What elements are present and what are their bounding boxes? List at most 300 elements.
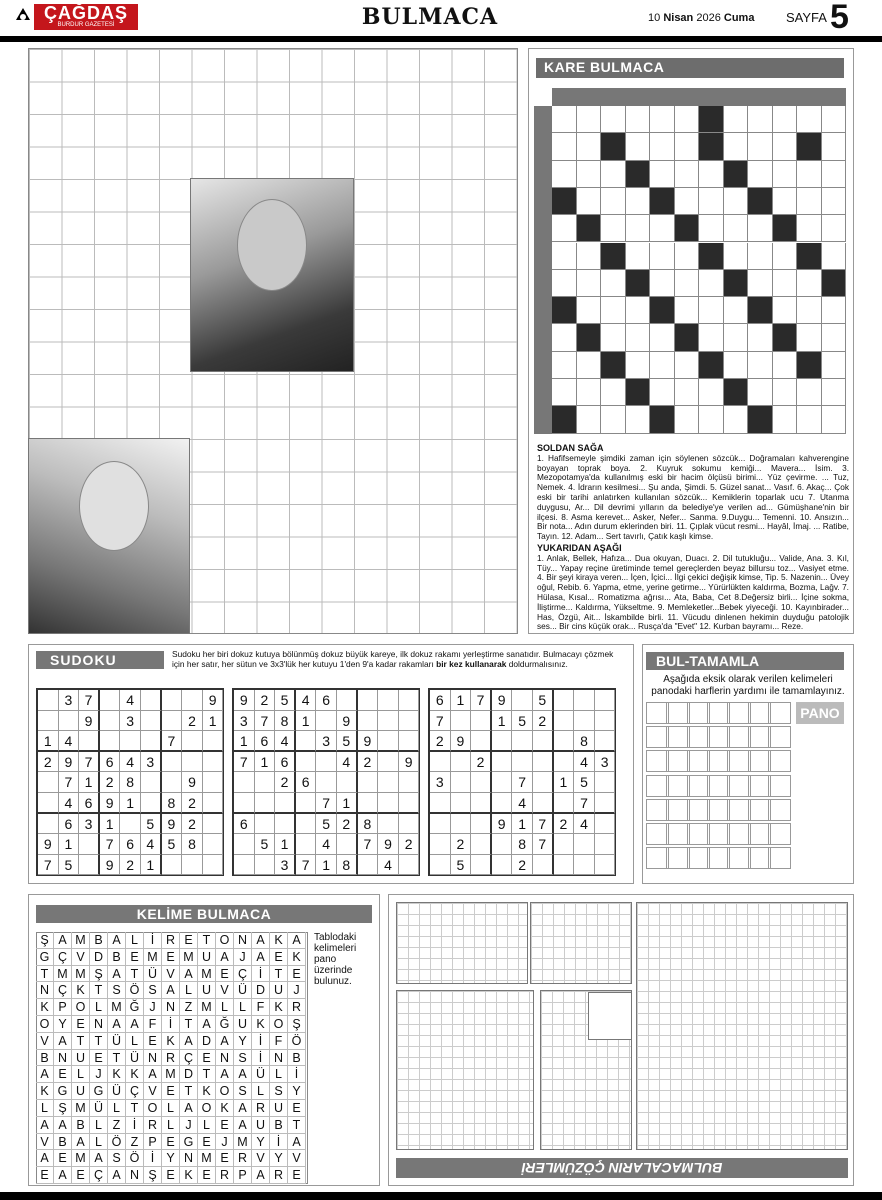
sudoku-cell: 1 bbox=[492, 711, 513, 732]
word-search-cell: Ö bbox=[108, 1134, 126, 1151]
kare-cell bbox=[626, 133, 651, 160]
sudoku-cell: 1 bbox=[512, 814, 533, 835]
word-search-cell: R bbox=[216, 1167, 234, 1184]
sudoku-cell bbox=[471, 772, 492, 793]
sudoku-cell bbox=[234, 834, 255, 855]
solution-crossword bbox=[636, 902, 848, 1150]
date-day: 10 bbox=[648, 12, 661, 24]
sudoku-cell bbox=[358, 711, 379, 732]
sudoku-cell bbox=[595, 772, 616, 793]
sudoku-cell bbox=[316, 711, 337, 732]
sudoku-cell: 8 bbox=[275, 711, 296, 732]
sudoku-cell bbox=[38, 711, 59, 732]
word-search-cell: A bbox=[216, 949, 234, 966]
word-search-cell: Ş bbox=[144, 1167, 162, 1184]
kare-black-cell bbox=[724, 379, 749, 406]
sudoku-grid bbox=[36, 688, 224, 876]
bul-tamamla-row bbox=[646, 726, 790, 750]
page-title: BULMACA bbox=[361, 4, 499, 30]
kare-black-cell bbox=[724, 270, 749, 297]
word-search-cell: E bbox=[162, 1167, 180, 1184]
sudoku-cell: 2 bbox=[255, 690, 276, 711]
sudoku-cell bbox=[492, 793, 513, 814]
sudoku-cell: 9 bbox=[492, 690, 513, 711]
sudoku-cell: 7 bbox=[162, 731, 183, 752]
sudoku-cell bbox=[595, 814, 616, 835]
sudoku-cell: 7 bbox=[59, 772, 80, 793]
sudoku-cell bbox=[234, 855, 255, 876]
sudoku-cell bbox=[100, 711, 121, 732]
word-search-cell: A bbox=[216, 1033, 234, 1050]
word-search-cell: V bbox=[36, 1134, 54, 1151]
word-search-cell: K bbox=[126, 1066, 144, 1083]
sudoku-cell: 3 bbox=[59, 690, 80, 711]
word-search-cell: B bbox=[72, 1117, 90, 1134]
word-search-cell: A bbox=[216, 1066, 234, 1083]
sudoku-cell bbox=[595, 834, 616, 855]
word-search-cell: M bbox=[198, 999, 216, 1016]
kare-cell bbox=[675, 352, 700, 379]
word-search-cell: E bbox=[90, 1050, 108, 1067]
word-search-cell: O bbox=[72, 999, 90, 1016]
kare-column-header bbox=[552, 88, 846, 106]
word-search-cell: T bbox=[90, 982, 108, 999]
word-search-cell: R bbox=[144, 1117, 162, 1134]
word-search-cell: A bbox=[90, 1150, 108, 1167]
sudoku-cell: 1 bbox=[337, 793, 358, 814]
sudoku-cell: 5 bbox=[533, 690, 554, 711]
kare-cell bbox=[822, 188, 847, 215]
word-search-cell: K bbox=[198, 1083, 216, 1100]
word-search-cell: E bbox=[288, 1100, 306, 1117]
kare-cell bbox=[675, 161, 700, 188]
crossword-photo-presenter bbox=[28, 438, 190, 634]
sudoku-cell bbox=[316, 752, 337, 773]
sudoku-cell bbox=[255, 814, 276, 835]
kare-cell bbox=[724, 133, 749, 160]
kare-cell bbox=[577, 188, 602, 215]
kare-black-cell bbox=[699, 352, 724, 379]
kare-black-cell bbox=[601, 133, 626, 160]
bul-tamamla-row bbox=[646, 847, 790, 871]
sudoku-cell bbox=[182, 855, 203, 876]
word-search-cell: L bbox=[72, 1066, 90, 1083]
word-search-cell: R bbox=[270, 1167, 288, 1184]
sudoku-cell bbox=[358, 855, 379, 876]
sudoku-cell: 7 bbox=[574, 793, 595, 814]
word-search-cell: Ç bbox=[180, 1050, 198, 1067]
kare-cell bbox=[552, 270, 577, 297]
kare-cell bbox=[724, 297, 749, 324]
kare-cell bbox=[797, 379, 822, 406]
kare-cell bbox=[822, 324, 847, 351]
word-search-cell: A bbox=[234, 1100, 252, 1117]
kare-cell bbox=[822, 133, 847, 160]
word-search-cell: A bbox=[180, 1100, 198, 1117]
word-search-cell: İ bbox=[144, 1150, 162, 1167]
solution-kare bbox=[588, 992, 632, 1040]
word-search-cell: A bbox=[288, 932, 306, 949]
kare-black-cell bbox=[601, 352, 626, 379]
sudoku-cell bbox=[79, 855, 100, 876]
sudoku-cell bbox=[533, 772, 554, 793]
word-search-cell: K bbox=[270, 932, 288, 949]
word-search-cell: U bbox=[198, 982, 216, 999]
word-search-cell: N bbox=[234, 932, 252, 949]
kare-cell bbox=[577, 352, 602, 379]
sudoku-cell bbox=[255, 772, 276, 793]
word-search-cell: L bbox=[90, 999, 108, 1016]
solution-word-search bbox=[396, 990, 534, 1150]
kare-black-cell bbox=[797, 243, 822, 270]
crossword-photo-actor bbox=[190, 178, 354, 372]
word-search-cell: V bbox=[216, 982, 234, 999]
sudoku-cell bbox=[378, 690, 399, 711]
sudoku-cell: 9 bbox=[358, 731, 379, 752]
sudoku-cell: 1 bbox=[59, 834, 80, 855]
kare-cell bbox=[650, 161, 675, 188]
word-search-cell: E bbox=[216, 1117, 234, 1134]
word-search-cell: İ bbox=[162, 1016, 180, 1033]
sudoku-cell: 6 bbox=[234, 814, 255, 835]
kare-cell bbox=[601, 297, 626, 324]
word-search-cell: F bbox=[144, 1016, 162, 1033]
sudoku-cell: 7 bbox=[533, 834, 554, 855]
sudoku-cell bbox=[574, 711, 595, 732]
kare-black-cell bbox=[699, 243, 724, 270]
sudoku-cell: 7 bbox=[512, 772, 533, 793]
sudoku-cell: 5 bbox=[255, 834, 276, 855]
word-search-cell: N bbox=[216, 1050, 234, 1067]
sudoku-cell bbox=[554, 752, 575, 773]
kare-cell bbox=[601, 106, 626, 133]
word-search-cell: S bbox=[144, 982, 162, 999]
bul-tamamla-cell bbox=[768, 799, 791, 821]
kare-cell bbox=[822, 379, 847, 406]
page-number: 5 bbox=[830, 0, 849, 36]
word-search-cell: N bbox=[126, 1167, 144, 1184]
sudoku-cell: 3 bbox=[79, 814, 100, 835]
kare-cell bbox=[552, 133, 577, 160]
word-search-cell: E bbox=[162, 1134, 180, 1151]
sudoku-cell bbox=[296, 834, 317, 855]
kare-black-cell bbox=[797, 352, 822, 379]
bul-tamamla-cell bbox=[768, 775, 791, 797]
word-search-cell: A bbox=[54, 1033, 72, 1050]
kare-cell bbox=[822, 106, 847, 133]
sudoku-cell bbox=[471, 793, 492, 814]
sudoku-cell bbox=[378, 752, 399, 773]
word-search-cell: Ğ bbox=[216, 1016, 234, 1033]
sudoku-cell: 2 bbox=[100, 772, 121, 793]
word-search-cell: P bbox=[234, 1167, 252, 1184]
kare-cell bbox=[552, 243, 577, 270]
sudoku-cell bbox=[296, 752, 317, 773]
kelime-bulmaca-title: KELİME BULMACA bbox=[36, 905, 372, 923]
sudoku-cell: 2 bbox=[275, 772, 296, 793]
word-search-cell: D bbox=[90, 949, 108, 966]
sudoku-cell: 9 bbox=[203, 690, 224, 711]
word-search-cell: A bbox=[36, 1117, 54, 1134]
sudoku-cell bbox=[451, 793, 472, 814]
word-search-cell: L bbox=[90, 1134, 108, 1151]
sudoku-cell: 4 bbox=[378, 855, 399, 876]
sudoku-cell bbox=[358, 793, 379, 814]
kare-cell bbox=[724, 215, 749, 242]
word-search-cell: U bbox=[198, 949, 216, 966]
word-search-cell: U bbox=[72, 1083, 90, 1100]
sudoku-cell: 9 bbox=[100, 855, 121, 876]
word-search-cell: N bbox=[144, 1050, 162, 1067]
sudoku-cell bbox=[358, 772, 379, 793]
word-search-cell: İ bbox=[252, 966, 270, 983]
word-search-cell: N bbox=[90, 1016, 108, 1033]
word-search-cell: R bbox=[234, 1150, 252, 1167]
kare-cell bbox=[797, 161, 822, 188]
word-search-cell: E bbox=[36, 1167, 54, 1184]
kare-cell bbox=[773, 379, 798, 406]
bul-tamamla-row bbox=[646, 702, 790, 726]
kare-black-cell bbox=[650, 297, 675, 324]
kare-cell bbox=[773, 133, 798, 160]
sudoku-cell bbox=[59, 711, 80, 732]
sudoku-cell: 8 bbox=[162, 793, 183, 814]
sudoku-cell: 5 bbox=[451, 855, 472, 876]
kare-black-cell bbox=[577, 215, 602, 242]
sudoku-cell bbox=[430, 793, 451, 814]
kare-cell bbox=[773, 188, 798, 215]
sudoku-grid bbox=[232, 688, 420, 876]
word-search-cell: L bbox=[198, 1117, 216, 1134]
kare-cell bbox=[797, 106, 822, 133]
sudoku-cell: 9 bbox=[79, 711, 100, 732]
sudoku-cell bbox=[38, 814, 59, 835]
word-search-cell: O bbox=[144, 1100, 162, 1117]
kare-cell bbox=[601, 324, 626, 351]
sudoku-cell bbox=[182, 731, 203, 752]
kare-cell bbox=[699, 406, 724, 433]
kare-cell bbox=[552, 106, 577, 133]
sudoku-cell: 1 bbox=[316, 855, 337, 876]
sudoku-cell: 7 bbox=[79, 752, 100, 773]
sudoku-cell: 2 bbox=[512, 855, 533, 876]
word-search-cell: J bbox=[288, 982, 306, 999]
sudoku-cell bbox=[492, 772, 513, 793]
sudoku-cell: 5 bbox=[574, 772, 595, 793]
sudoku-cell bbox=[203, 834, 224, 855]
sudoku-cell bbox=[533, 731, 554, 752]
sudoku-cell: 7 bbox=[100, 834, 121, 855]
sudoku-cell bbox=[430, 814, 451, 835]
solution-sudoku-2 bbox=[530, 902, 632, 984]
kare-cell bbox=[626, 406, 651, 433]
kare-cell bbox=[822, 243, 847, 270]
kare-black-cell bbox=[626, 161, 651, 188]
kare-cell bbox=[773, 161, 798, 188]
sudoku-cell bbox=[554, 731, 575, 752]
kare-black-cell bbox=[626, 379, 651, 406]
sudoku-grid bbox=[428, 688, 616, 876]
kare-cell bbox=[699, 270, 724, 297]
kare-cell bbox=[650, 270, 675, 297]
word-search-cell: Z bbox=[180, 999, 198, 1016]
kare-cell bbox=[699, 379, 724, 406]
sudoku-cell bbox=[430, 834, 451, 855]
sudoku-cell bbox=[554, 690, 575, 711]
word-search-cell: Ü bbox=[252, 1066, 270, 1083]
kare-black-cell bbox=[748, 297, 773, 324]
kare-cell bbox=[797, 215, 822, 242]
word-search-cell: O bbox=[36, 1016, 54, 1033]
sudoku-cell bbox=[141, 731, 162, 752]
sudoku-cell: 4 bbox=[120, 690, 141, 711]
sudoku-cell: 2 bbox=[337, 814, 358, 835]
sudoku-cell bbox=[399, 855, 420, 876]
down-heading: YUKARIDAN AŞAĞI bbox=[537, 542, 622, 553]
kare-cell bbox=[699, 188, 724, 215]
kare-cell bbox=[626, 243, 651, 270]
kare-cell bbox=[822, 215, 847, 242]
kare-black-cell bbox=[822, 270, 847, 297]
kare-cell bbox=[748, 270, 773, 297]
kare-cell bbox=[797, 188, 822, 215]
word-search-cell: M bbox=[72, 1150, 90, 1167]
word-search-cell: T bbox=[126, 966, 144, 983]
word-search-cell: İ bbox=[288, 1066, 306, 1083]
word-search-cell: T bbox=[126, 1100, 144, 1117]
word-search-cell: K bbox=[36, 999, 54, 1016]
word-search-cell: L bbox=[108, 1100, 126, 1117]
word-search-cell: R bbox=[288, 999, 306, 1016]
sudoku-cell bbox=[451, 752, 472, 773]
bul-tamamla-row bbox=[646, 775, 790, 799]
kare-black-cell bbox=[601, 243, 626, 270]
word-search-cell: N bbox=[162, 999, 180, 1016]
word-search-cell: V bbox=[288, 1150, 306, 1167]
word-search-cell: E bbox=[198, 1050, 216, 1067]
kare-cell bbox=[822, 406, 847, 433]
kare-cell bbox=[650, 133, 675, 160]
word-search-cell: E bbox=[216, 966, 234, 983]
kare-black-cell bbox=[650, 406, 675, 433]
sudoku-cell: 1 bbox=[296, 711, 317, 732]
kare-cell bbox=[748, 161, 773, 188]
word-search-cell: M bbox=[234, 1134, 252, 1151]
kare-cell bbox=[724, 406, 749, 433]
word-search-cell: A bbox=[126, 1016, 144, 1033]
kare-cell bbox=[773, 270, 798, 297]
sudoku-cell: 2 bbox=[554, 814, 575, 835]
kare-cell bbox=[577, 270, 602, 297]
kare-cell bbox=[773, 406, 798, 433]
word-search-cell: Ç bbox=[234, 966, 252, 983]
word-search-cell: L bbox=[234, 999, 252, 1016]
sudoku-cell: 9 bbox=[337, 711, 358, 732]
sudoku-cell bbox=[492, 855, 513, 876]
word-search-cell: U bbox=[72, 1050, 90, 1067]
sudoku-cell: 3 bbox=[234, 711, 255, 732]
sudoku-cell bbox=[141, 690, 162, 711]
sudoku-cell: 4 bbox=[316, 834, 337, 855]
word-search-cell: E bbox=[198, 1134, 216, 1151]
word-search-cell: İ bbox=[144, 932, 162, 949]
word-search-cell: U bbox=[270, 982, 288, 999]
word-search-cell: E bbox=[54, 1150, 72, 1167]
sudoku-cell bbox=[162, 772, 183, 793]
kare-cell bbox=[675, 106, 700, 133]
word-search-cell: K bbox=[36, 1083, 54, 1100]
sudoku-cell bbox=[574, 690, 595, 711]
sudoku-cell bbox=[296, 814, 317, 835]
sudoku-cell: 1 bbox=[451, 690, 472, 711]
word-search-cell: İ bbox=[252, 1033, 270, 1050]
kare-cell bbox=[773, 352, 798, 379]
sudoku-cell: 2 bbox=[182, 793, 203, 814]
kare-cell bbox=[822, 352, 847, 379]
word-search-cell: M bbox=[180, 949, 198, 966]
bul-tamamla-cell bbox=[768, 726, 791, 748]
sudoku-cell: 2 bbox=[451, 834, 472, 855]
kare-black-cell bbox=[773, 215, 798, 242]
word-search-cell: V bbox=[72, 949, 90, 966]
sudoku-cell: 4 bbox=[296, 690, 317, 711]
word-search-cell: D bbox=[180, 1066, 198, 1083]
sudoku-cell: 3 bbox=[430, 772, 451, 793]
word-search-cell: Ü bbox=[90, 1100, 108, 1117]
kare-cell bbox=[552, 215, 577, 242]
word-search-cell: U bbox=[234, 1016, 252, 1033]
word-search-cell: T bbox=[288, 1117, 306, 1134]
sudoku-cell: 4 bbox=[59, 793, 80, 814]
kare-cell bbox=[577, 243, 602, 270]
word-search-cell: L bbox=[180, 982, 198, 999]
sudoku-cell bbox=[595, 711, 616, 732]
sudoku-cell bbox=[203, 752, 224, 773]
sudoku-desc-a: Sudoku her biri dokuz kutuya bölünmüş dokuz büyük kareye, ilk dokuz rakamı yerleştirme sanatıdır. Bulmacayı çözmek için her satır, her sütun ve 3x3'lük her kutuyu 1'den 9'a kadar rakamları bbox=[172, 649, 614, 669]
kare-cell bbox=[577, 379, 602, 406]
word-search-cell: M bbox=[54, 966, 72, 983]
word-search-cell: L bbox=[126, 932, 144, 949]
sudoku-cell bbox=[203, 793, 224, 814]
sudoku-description bbox=[172, 649, 624, 669]
word-search-cell: T bbox=[198, 1066, 216, 1083]
sudoku-cell bbox=[471, 711, 492, 732]
word-search-cell: T bbox=[108, 1050, 126, 1067]
word-search-cell: E bbox=[162, 949, 180, 966]
sudoku-cell bbox=[203, 772, 224, 793]
solutions-title: BULMACALARIN ÇÖZÜMLERİ bbox=[396, 1158, 848, 1178]
kare-cell bbox=[724, 188, 749, 215]
sudoku-cell: 4 bbox=[574, 752, 595, 773]
word-search-cell: A bbox=[234, 1066, 252, 1083]
kare-black-cell bbox=[748, 406, 773, 433]
newspaper-logo[interactable] bbox=[34, 4, 138, 30]
sudoku-cell bbox=[162, 752, 183, 773]
word-search-cell: B bbox=[288, 1050, 306, 1067]
sudoku-cell bbox=[554, 855, 575, 876]
word-search-cell: A bbox=[72, 1134, 90, 1151]
word-search-cell: T bbox=[270, 966, 288, 983]
word-search-cell: S bbox=[234, 1050, 252, 1067]
bul-tamamla-row bbox=[646, 799, 790, 823]
kare-clues bbox=[537, 442, 849, 632]
logo-icon bbox=[14, 6, 32, 24]
word-search-cell: B bbox=[90, 932, 108, 949]
kare-cell bbox=[626, 215, 651, 242]
sudoku-cell bbox=[399, 814, 420, 835]
sudoku-cell bbox=[38, 793, 59, 814]
kare-black-cell bbox=[552, 297, 577, 324]
